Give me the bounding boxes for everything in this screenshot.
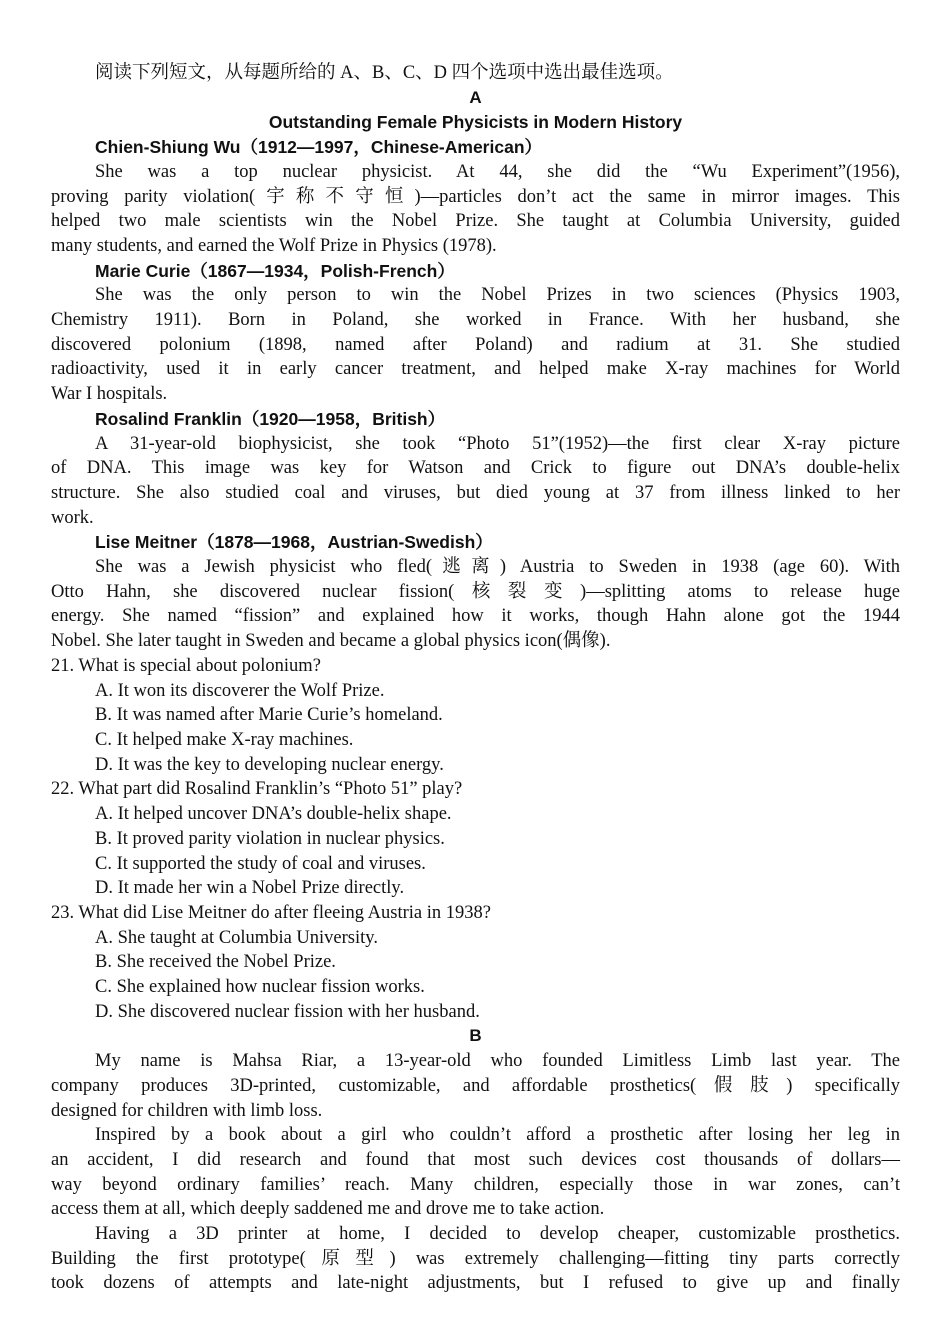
meitner-heading: Lise Meitner（1878—1968，Austrian-Swedish） [95,532,493,553]
passage-b-line: designed for children with limb loss. [51,1100,323,1121]
wu-line: many students, and earned the Wolf Prize in Physics (1978). [51,235,497,256]
answer-option: B. She received the Nobel Prize. [95,952,336,973]
answer-option: C. It helped make X-ray machines. [95,729,354,750]
wu-line: helped two male scientists win the Nobel Prize. She taught at Columbia University, guided [51,211,900,232]
section-a-label: A [469,87,482,107]
answer-option: D. It was the key to developing nuclear energy. [95,754,444,775]
answer-option: C. She explained how nuclear fission works. [95,977,425,998]
passage-b-line: took dozens of attempts and late-night adjustments, but I refused to give up and finally [51,1273,900,1294]
question-stem: 22. What part did Rosalind Franklin’s “Photo 51” play? [51,779,463,800]
section-b-label: B [469,1026,482,1046]
passage-b-line: way beyond ordinary families’ reach. Many children, especially those in war zones, can’t [51,1174,900,1195]
meitner-line: Nobel. She later taught in Sweden and became a global physics icon(偶像). [51,631,611,652]
franklin-heading: Rosalind Franklin（1920—1958，British） [95,408,446,429]
answer-option: D. It made her win a Nobel Prize directly. [95,878,405,899]
franklin-line: structure. She also studied coal and viruses, but died young at 37 from illness linked to her [51,482,900,503]
answer-option: B. It was named after Marie Curie’s homeland. [95,705,443,726]
passage-b-line: access them at all, which deeply saddened me and drove me to take action. [51,1199,605,1220]
answer-option: C. It supported the study of coal and viruses. [95,853,426,874]
instruction: 阅读下列短文，从每题所给的 A、B、C、D 四个选项中选出最佳选项。 [95,63,674,83]
question-stem: 21. What is special about polonium? [51,655,321,676]
answer-option: B. It proved parity violation in nuclear physics. [95,828,445,849]
wu-line: proving parity violation(宇称不守恒)—particles don’t act the same in mirror images. This [51,186,900,207]
curie-line: War I hospitals. [51,384,168,405]
passage-b-line: Building the first prototype(原型) was extremely challenging—fitting tiny parts correctly [51,1248,900,1269]
answer-option: A. It helped uncover DNA’s double-helix shape. [95,804,452,825]
passage-b-line: My name is Mahsa Riar, a 13-year-old who founded Limitless Limb last year. The [95,1051,900,1072]
curie-line: She was the only person to win the Nobel Prizes in two sciences (Physics 1903, [95,285,900,306]
franklin-line: of DNA. This image was key for Watson and Crick to figure out DNA’s double-helix [51,458,900,479]
meitner-line: energy. She named “fission” and explained how it works, though Hahn alone got the 1944 [51,606,900,627]
wu-heading: Chien-Shiung Wu（1912—1997，Chinese-American） [95,137,543,158]
passage-a-title: Outstanding Female Physicists in Modern History [268,112,683,133]
franklin-line: A 31-year-old biophysicist, she took “Photo 51”(1952)—the first clear X-ray picture [95,433,900,454]
curie-line: Chemistry 1911). Born in Poland, she worked in France. With her husband, she [51,310,900,331]
passage-b-line: Inspired by a book about a girl who couldn’t afford a prosthetic after losing her leg in [95,1125,900,1146]
question-stem: 23. What did Lise Meitner do after fleeing Austria in 1938? [51,902,491,923]
curie-heading: Marie Curie（1867—1934，Polish-French） [95,260,455,281]
curie-line: discovered polonium (1898, named after Poland) and radium at 31. She studied [51,334,900,355]
passage-b-line: an accident, I did research and found that most such devices cost thousands of dollars— [51,1149,900,1170]
exam-page [51,61,900,1296]
wu-line: She was a top nuclear physicist. At 44, she did the “Wu Experiment”(1956), [95,161,900,182]
meitner-line: She was a Jewish physicist who fled(逃离) Austria to Sweden in 1938 (age 60). With [95,557,900,578]
answer-option: A. It won its discoverer the Wolf Prize. [95,680,385,701]
answer-option: A. She taught at Columbia University. [95,927,378,948]
meitner-line: Otto Hahn, she discovered nuclear fission(核裂变)—splitting atoms to release huge [51,581,900,602]
answer-option: D. She discovered nuclear fission with her husband. [95,1001,480,1022]
franklin-line: work. [51,507,94,528]
passage-b-line: company produces 3D-printed, customizable, and affordable prosthetics(假肢) specifically [51,1075,900,1096]
curie-line: radioactivity, used it in early cancer treatment, and helped make X-ray machines for World [51,359,900,380]
passage-b-line: Having a 3D printer at home, I decided to develop cheaper, customizable prosthetics. [95,1224,900,1245]
